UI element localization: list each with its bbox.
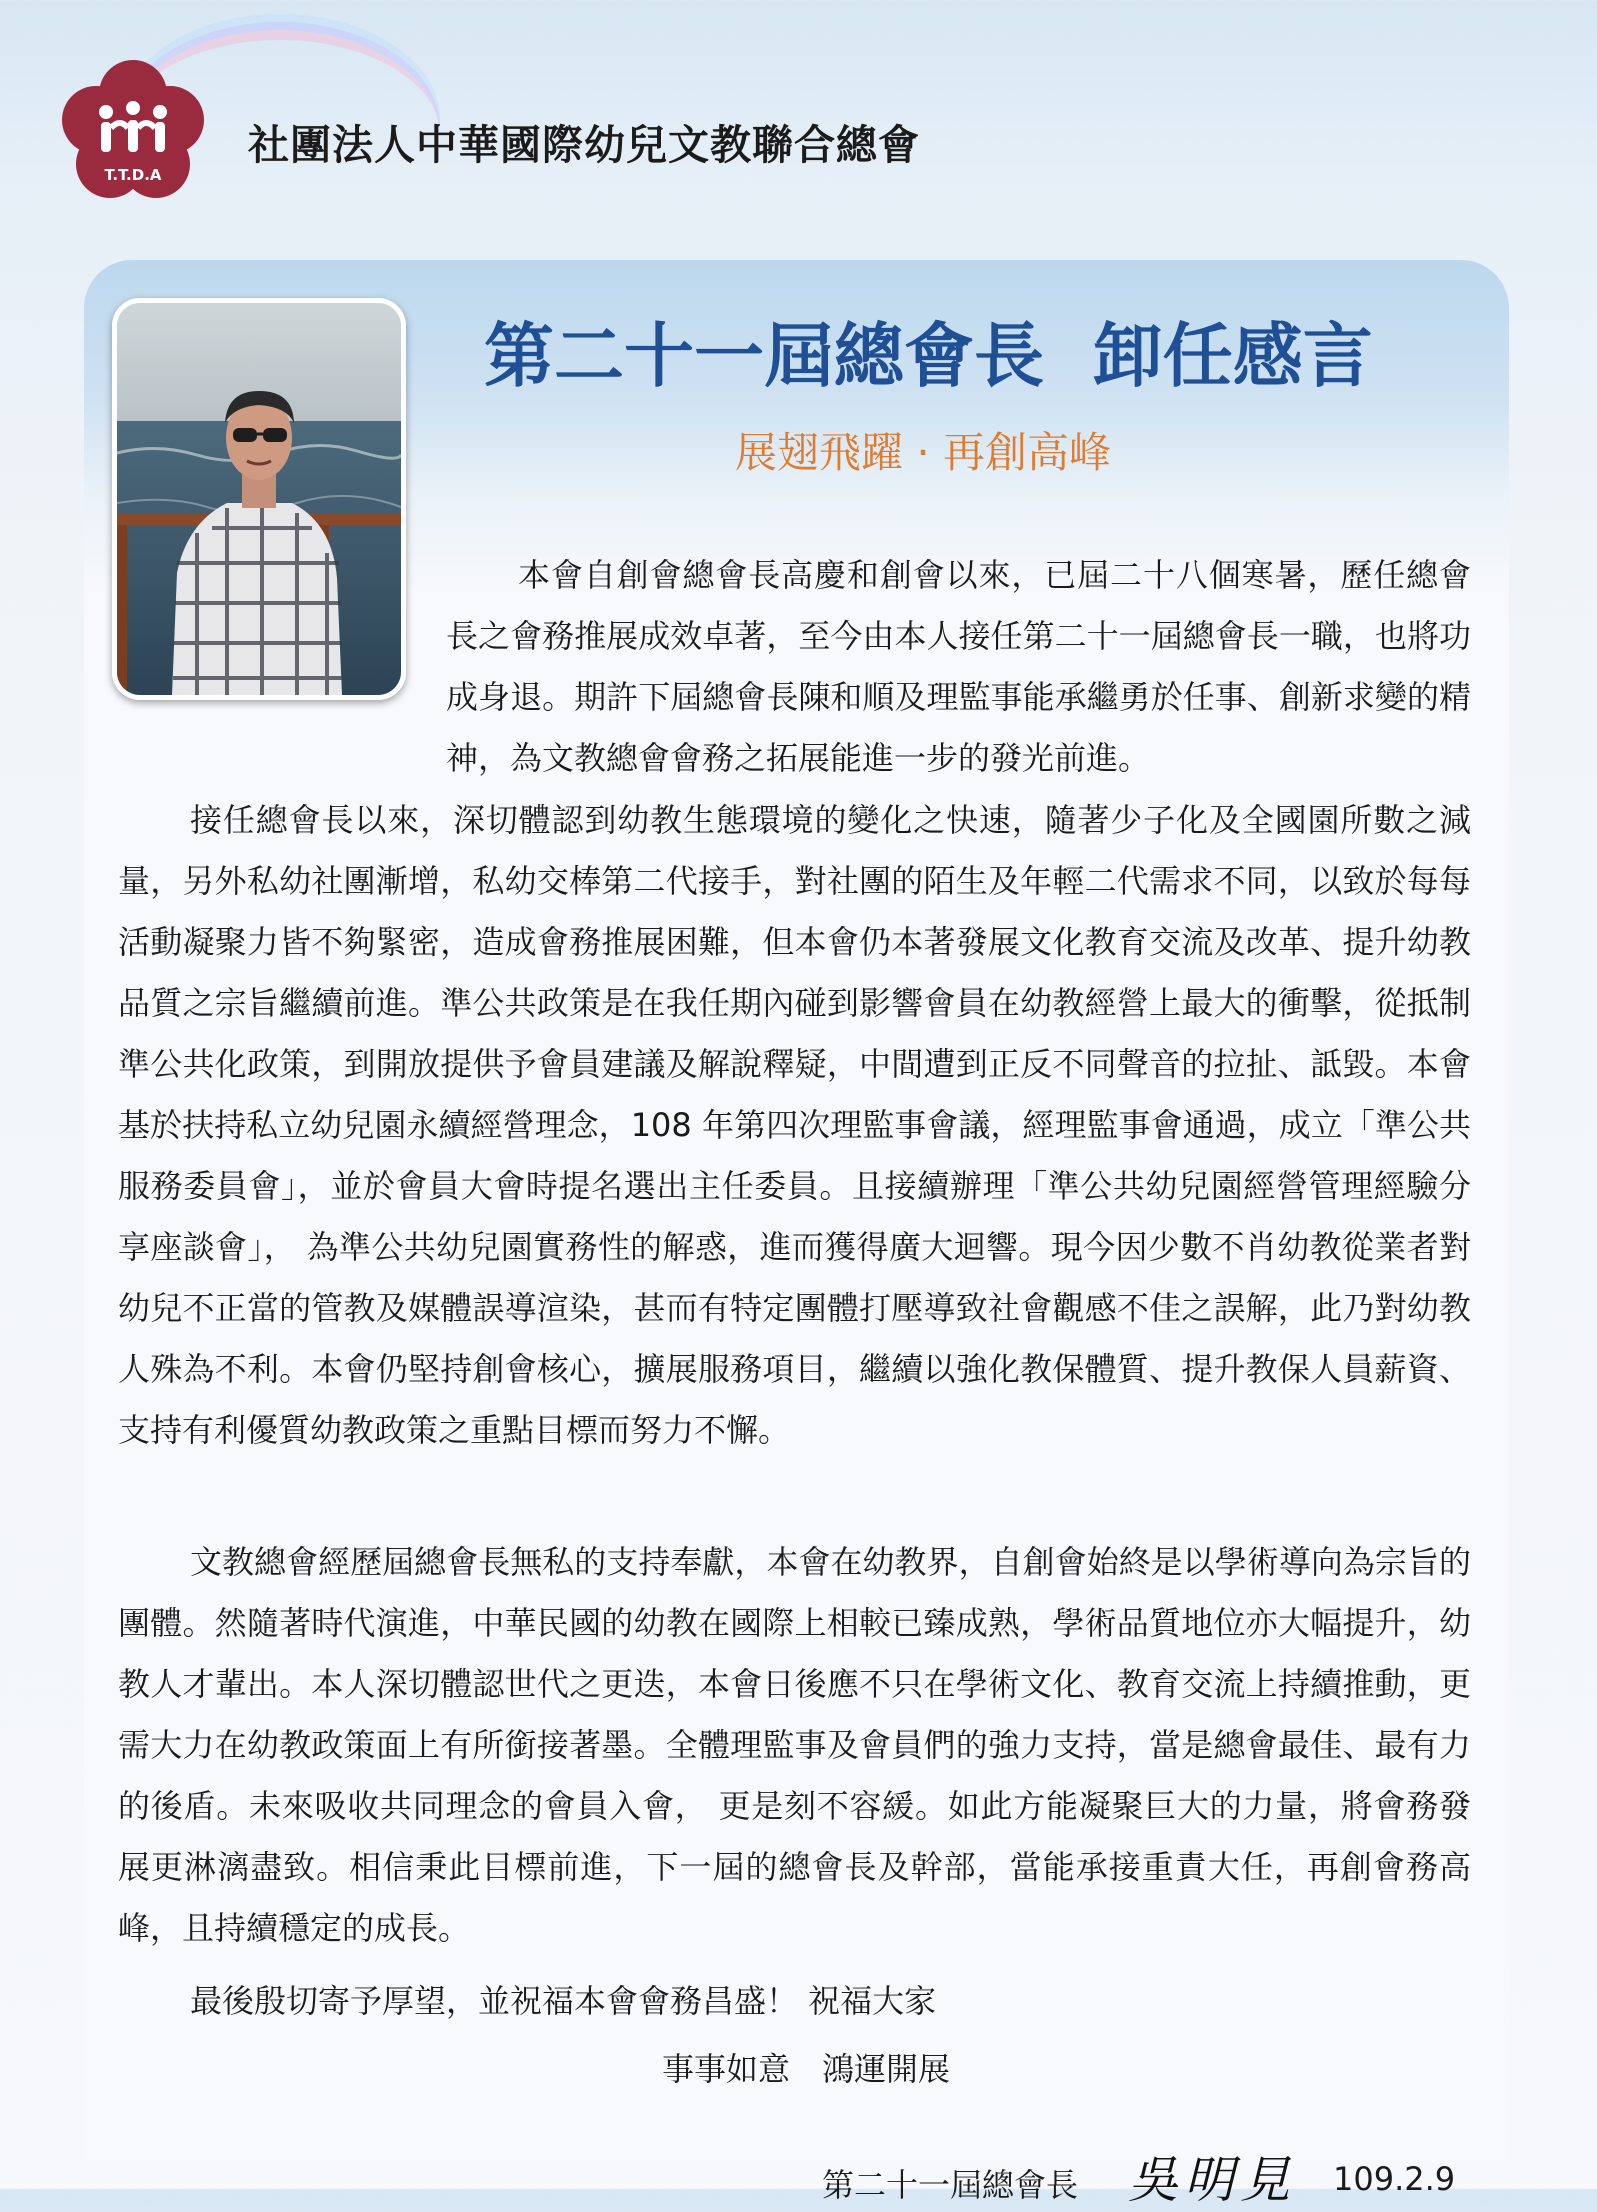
signature-title: 第二十一屆總會長 [822,2166,1079,2204]
page-subtitle: 展翅飛躍 · 再創高峰 [735,428,1112,477]
paragraph-1: 本會自創會總會長高慶和創會以來，已屆二十八個寒暑，歷任總會長之會務推展成效卓著，至今由本人接任第二十一屆總會長一職，也將功成身退。期許下屆總會長陳和順及理監事能承繼勇於任事、創新求變的精神，為文教總會會務之拓展能進一步的發光前進。 [446,556,1471,777]
organization-name: 社團法人中華國際幼兒文教聯合總會 [248,121,920,169]
paragraph-2: 接任總會長以來，深切體認到幼教生態環境的變化之快速，隨著少子化及全國園所數之減量，另外私幼社團漸增，私幼交棒第二代接手，對社團的陌生及年輕二代需求不同，以致於每每活動凝聚力皆不夠緊密，造成會務推展困難，但本會仍本著發展文化教育交流及改革、提升幼教品質之宗旨繼續前進。準公共政策是在我任期內碰到影響會員在幼教經營上最大的衝擊，從抵制準公共化政策，到開放提供予會員建議及解說釋疑，中間遭到正反不同聲音的拉扯、詆毀。本會基於扶持私立幼兒園永續經營理念，108 年第四次理監事會議，經理監事會通過，成立「準公共服務委員會」，並於會員大會時提名選出主任委員。且接續辦理「準公共幼兒園經營管理經驗分享座談會」， 為準公共幼兒園實務性的解惑，進而獲得廣大迴響。現今因少數不肖幼教從業者對幼兒不正當的管教及媒體誤導渲染，甚而有特定團體打壓導致社會觀感不佳之誤解，此乃對幼教人殊為不利。本會仍堅持創會核心，擴展服務項目，繼續以強化教保體質、提升教保人員薪資、支持有利優質幼教政策之重點目標而努力不懈。 [118,801,1471,1449]
logo-text: T.T.D.A [104,166,162,184]
page-title: 第二十一屆總會長 卸任感言 [484,314,1373,397]
ttda-logo-icon [58,58,208,208]
handwritten-signature: 吳明見 [1128,2151,1296,2209]
closing-line-1: 最後殷切寄予厚望，並祝福本會會務昌盛！ 祝福大家 [190,1982,937,2020]
closing-line-2: 事事如意 鴻運開展 [662,2050,951,2088]
portrait-photo [112,298,406,700]
signature-date: 109.2.9 [1333,2160,1456,2198]
paragraph-3: 文教總會經歷屆總會長無私的支持奉獻，本會在幼教界，自創會始終是以學術導向為宗旨的團體。然隨著時代演進，中華民國的幼教在國際上相較已臻成熟，學術品質地位亦大幅提升，幼教人才輩出。本人深切體認世代之更迭，本會日後應不只在學術文化、教育交流上持續推動，更需大力在幼教政策面上有所銜接著墨。全體理監事及會員們的強力支持，當是總會最佳、最有力的後盾。未來吸收共同理念的會員入會， 更是刻不容緩。如此方能凝聚巨大的力量，將會務發展更淋漓盡致。相信秉此目標前進，下一屆的總會長及幹部，當能承接重責大任，再創會務高峰，且持續穩定的成長。 [118,1543,1471,1947]
